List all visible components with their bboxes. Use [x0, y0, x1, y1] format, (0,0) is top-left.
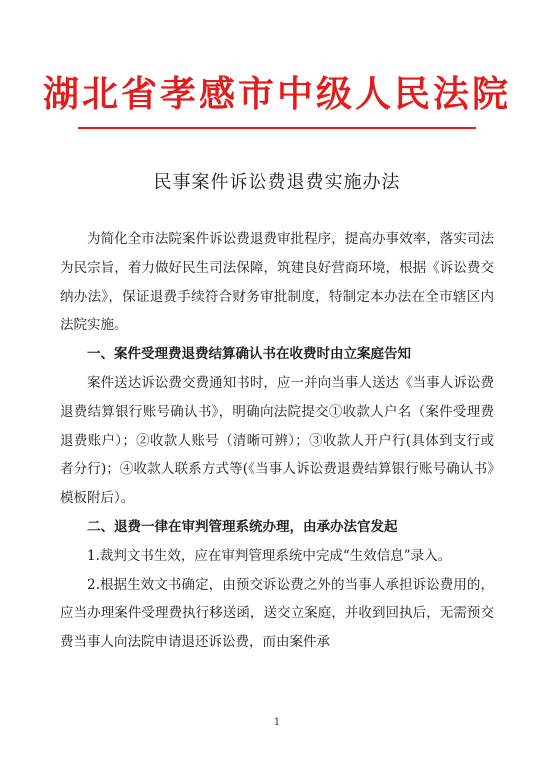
court-name: 湖北省孝感市中级人民法院 [42, 73, 511, 115]
letterhead-divider [78, 127, 476, 129]
intro-paragraph: 为简化全市法院案件诉讼费退费审批程序，提高办事效率，落实司法为民宗旨，着力做好民生司法保障，筑建良好营商环境，根据《诉讼费交纳办法》，保证退费手续符合财务审批制度，特制定本办法在全市辖区内法院实施。 [60, 231, 494, 334]
section-2-heading: 二、退费一律在审判管理系统办理，由承办法官发起 [87, 518, 398, 535]
section-2-item-1: 1.裁判文书生效，应在审判管理系统中完成“生效信息”录入。 [87, 547, 452, 564]
section-1-heading: 一、案件受理费退费结算确认书在收费时由立案庭告知 [87, 346, 411, 363]
letterhead [0, 72, 554, 116]
document-body [60, 225, 494, 657]
document-title: 民事案件诉讼费退费实施办法 [153, 172, 401, 193]
section-2-item-2: 2.根据生效文书确定，由预交诉讼费之外的当事人承担诉讼费用的，应当办理案件受理费执行移送函，送交立案庭，并收到回执后，无需预交费当事人向法院申请退还诉讼费，而由案件承 [60, 576, 494, 651]
page-number: 1 [273, 717, 281, 728]
section-1-paragraph: 案件送达诉讼费交费通知书时，应一并向当事人送达《当事人诉讼费退费结算银行账号确认书》，明确向法院提交①收款人户名（案件受理费退费账户）；②收款人账号（清晰可辨）；③收款人开户行(具体到支行或者分行)；④收款人联系方式等(《当事人诉讼费退费结算银行账号确认书》模板附后）。 [60, 374, 494, 507]
